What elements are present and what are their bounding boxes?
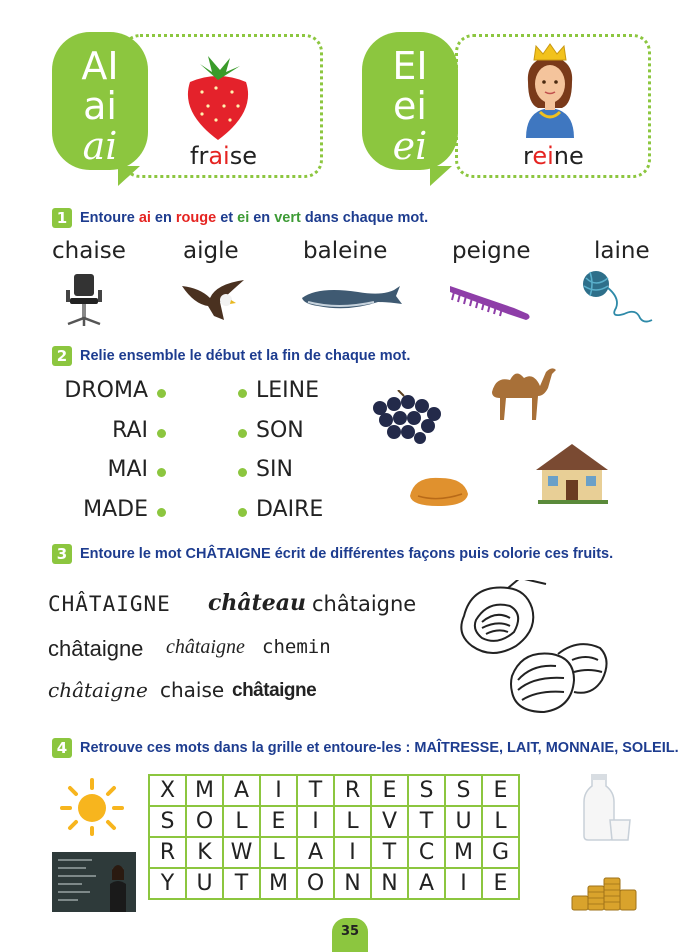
grid-cell[interactable]: E — [260, 806, 297, 837]
right-dot-1[interactable] — [238, 389, 247, 398]
chestnut-outline-image — [452, 580, 612, 720]
coins-image — [568, 872, 640, 912]
exercise-3-instruction: Entoure le mot CHÂTAIGNE écrit de différentes façons puis colorie ces fruits. — [80, 546, 614, 562]
exercise-3-number: 3 — [52, 544, 72, 564]
left-part-rai: RAI — [112, 418, 148, 443]
grid-row — [149, 806, 519, 837]
grid-cell[interactable]: C — [408, 837, 445, 868]
right-script-letters: ei — [392, 124, 428, 168]
left-lower-letters: ai — [83, 84, 117, 128]
right-dot-2[interactable] — [238, 429, 247, 438]
grid-cell[interactable]: A — [408, 868, 445, 899]
grid-cell[interactable]: M — [260, 868, 297, 899]
grid-cell[interactable]: N — [371, 868, 408, 899]
grid-cell[interactable]: I — [260, 775, 297, 806]
grid-cell[interactable]: I — [445, 868, 482, 899]
grid-cell[interactable]: S — [149, 806, 186, 837]
grid-row — [149, 775, 519, 806]
exercise-2-instruction: Relie ensemble le début et la fin de chaque mot. — [80, 348, 411, 364]
variant-2-1: châtaigne — [48, 636, 144, 661]
grid-cell[interactable]: I — [297, 806, 334, 837]
exercise-2-number: 2 — [52, 346, 72, 366]
house-image — [534, 440, 610, 504]
grid-cell[interactable]: L — [334, 806, 371, 837]
grid-cell[interactable]: A — [297, 837, 334, 868]
exercise-1-number: 1 — [52, 208, 72, 228]
page-number: 35 — [332, 918, 368, 952]
sun-image — [58, 776, 126, 836]
grid-cell[interactable]: T — [297, 775, 334, 806]
left-dot-3[interactable] — [157, 468, 166, 477]
grid-cell[interactable]: S — [408, 775, 445, 806]
right-part-daire: DAIRE — [256, 497, 324, 522]
right-bubble-tail — [430, 166, 452, 186]
grid-cell[interactable]: O — [297, 868, 334, 899]
variant-1-2: château — [208, 590, 307, 616]
grapes-image — [368, 390, 444, 446]
grid-cell[interactable]: O — [186, 806, 223, 837]
variant-2-3: chemin — [262, 636, 331, 658]
grid-cell[interactable]: L — [260, 837, 297, 868]
grid-cell[interactable]: L — [223, 806, 260, 837]
grid-cell[interactable]: U — [445, 806, 482, 837]
exercise-4-instruction: Retrouve ces mots dans la grille et entoure-les : MAÎTRESSE, LAIT, MONNAIE, SOLEIL. — [80, 740, 679, 756]
grid-cell[interactable]: A — [223, 775, 260, 806]
left-part-mai: MAI — [107, 457, 148, 482]
eagle-image — [180, 276, 246, 324]
grid-cell[interactable]: R — [149, 837, 186, 868]
word-aigle: aigle — [183, 238, 239, 264]
variant-3-3: châtaigne — [232, 680, 317, 701]
variant-1-1: CHÂTAIGNE — [48, 592, 171, 616]
right-part-leine: LEINE — [256, 378, 320, 403]
word-laine: laine — [594, 238, 650, 264]
left-bubble-tail — [118, 166, 140, 186]
grid-cell[interactable]: E — [371, 775, 408, 806]
grid-row — [149, 837, 519, 868]
word-search-grid — [148, 774, 520, 900]
grid-cell[interactable]: R — [334, 775, 371, 806]
grid-cell[interactable]: E — [482, 775, 519, 806]
variant-2-2: châtaigne — [166, 636, 245, 658]
variant-3-1: châtaigne — [48, 678, 148, 702]
variant-1-3: châtaigne — [312, 592, 417, 616]
teacher-blackboard-image — [52, 852, 136, 912]
variant-3-2: chaise — [160, 678, 225, 702]
right-part-son: SON — [256, 418, 304, 443]
left-dot-2[interactable] — [157, 429, 166, 438]
left-part-droma: DROMA — [64, 378, 148, 403]
right-lower-letters: ei — [393, 84, 427, 128]
grid-cell[interactable]: T — [408, 806, 445, 837]
grid-row — [149, 868, 519, 899]
left-keyword: fraise — [190, 142, 257, 170]
grid-cell[interactable]: Y — [149, 868, 186, 899]
right-upper-letters: EI — [392, 44, 428, 88]
left-letter-bubble — [52, 32, 148, 170]
grid-cell[interactable]: W — [223, 837, 260, 868]
grid-cell[interactable]: T — [371, 837, 408, 868]
left-upper-letters: AI — [81, 44, 119, 88]
grid-cell[interactable]: I — [334, 837, 371, 868]
grid-cell[interactable]: M — [445, 837, 482, 868]
camel-image — [482, 362, 560, 422]
left-dot-1[interactable] — [157, 389, 166, 398]
chair-image — [62, 272, 106, 328]
left-script-letters: ai — [82, 124, 118, 168]
milk-image — [580, 772, 632, 842]
left-dot-4[interactable] — [157, 508, 166, 517]
right-dot-4[interactable] — [238, 508, 247, 517]
right-dot-3[interactable] — [238, 468, 247, 477]
queen-image — [510, 42, 590, 138]
right-keyword: reine — [523, 142, 584, 170]
right-letter-bubble — [362, 32, 458, 170]
grid-cell[interactable]: U — [186, 868, 223, 899]
grid-cell[interactable]: L — [482, 806, 519, 837]
grid-cell[interactable]: X — [149, 775, 186, 806]
strawberry-image — [178, 52, 258, 142]
grid-cell[interactable]: N — [334, 868, 371, 899]
word-peigne: peigne — [452, 238, 531, 264]
right-part-sin: SIN — [256, 457, 293, 482]
grid-cell[interactable]: S — [445, 775, 482, 806]
grid-cell[interactable]: M — [186, 775, 223, 806]
exercise-4-number: 4 — [52, 738, 72, 758]
grid-cell[interactable]: T — [223, 868, 260, 899]
word-chaise: chaise — [52, 238, 126, 264]
yarn-ball-image — [580, 268, 654, 326]
whale-image — [298, 282, 402, 314]
madeleine-image — [406, 472, 470, 508]
grid-cell[interactable]: K — [186, 837, 223, 868]
grid-cell[interactable]: E — [482, 868, 519, 899]
comb-image — [448, 278, 532, 322]
grid-cell[interactable]: V — [371, 806, 408, 837]
left-part-made: MADE — [83, 497, 148, 522]
grid-cell[interactable]: G — [482, 837, 519, 868]
word-baleine: baleine — [303, 238, 388, 264]
exercise-1-instruction: Entoure ai en rouge et ei en vert dans chaque mot. — [80, 210, 429, 226]
